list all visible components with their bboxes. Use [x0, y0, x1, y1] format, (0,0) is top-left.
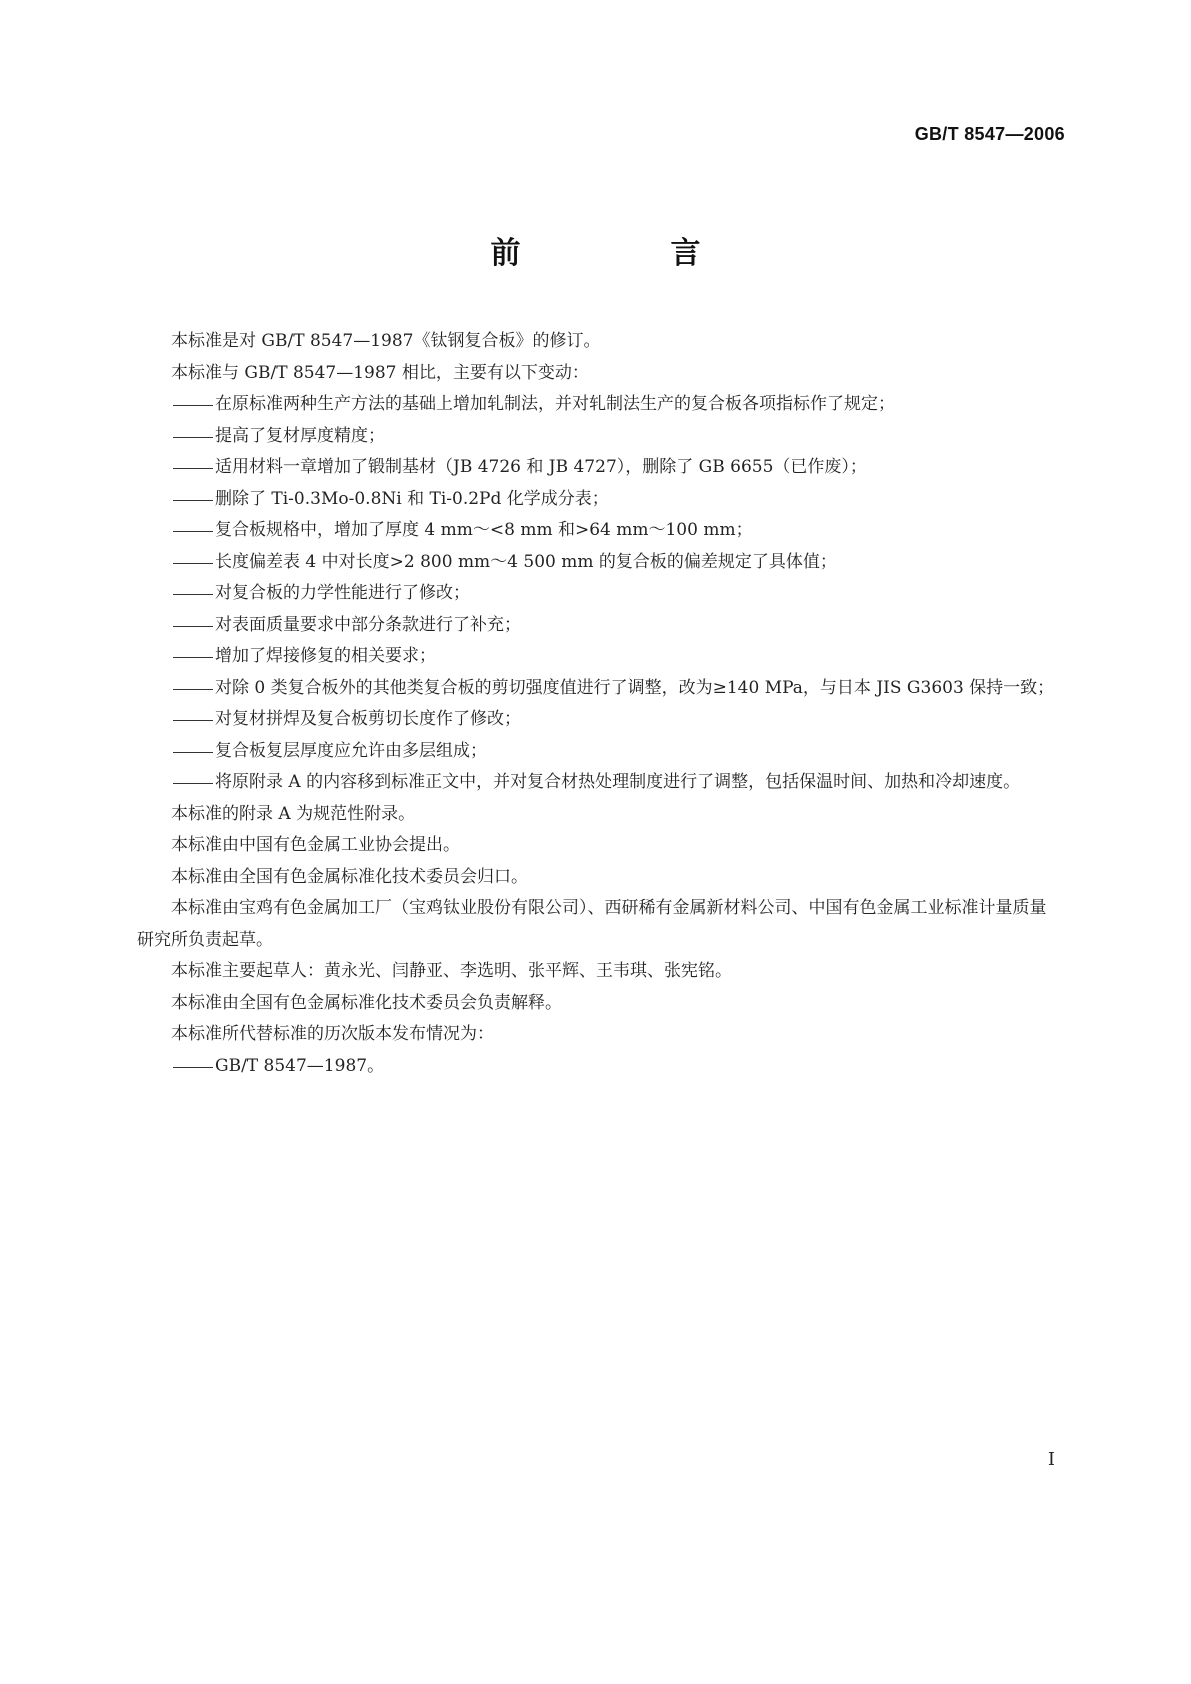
list-item — [137, 641, 1060, 673]
changes-list — [137, 389, 1060, 799]
page-number: I — [1047, 1449, 1055, 1470]
list-item — [137, 767, 1060, 799]
list-item — [137, 484, 1060, 516]
list-item-text: 对表面质量要求中部分条款进行了补充； — [215, 614, 521, 635]
list-item — [137, 736, 1060, 768]
list-item — [137, 704, 1060, 736]
list-item — [137, 673, 1060, 705]
standard-code: GB/T 8547—2006 — [914, 124, 1065, 144]
paragraph: 本标准是对 GB/T 8547—1987《钛钢复合板》的修订。 — [171, 331, 601, 351]
paragraph: 本标准由中国有色金属工业协会提出。 — [171, 835, 460, 855]
foreword-body — [137, 326, 1060, 1082]
paragraph: 本标准的附录 A 为规范性附录。 — [171, 803, 416, 824]
list-item-text: GB/T 8547—1987。 — [215, 1055, 385, 1076]
list-item — [137, 1051, 1060, 1083]
list-item-text: 提高了复材厚度精度； — [215, 425, 385, 446]
paragraph: 本标准所代替标准的历次版本发布情况为： — [171, 1024, 494, 1044]
list-item-text: 对除 0 类复合板外的其他类复合板的剪切强度值进行了调整，改为≥140 MPa，与日本 JIS G3603 保持一致； — [215, 677, 1055, 698]
list-item-text: 将原附录 A 的内容移到标准正文中，并对复合材热处理制度进行了调整，包括保温时间、加热和冷却速度。 — [215, 772, 1021, 792]
list-item-text: 长度偏差表 4 中对长度>2 800 mm～4 500 mm 的复合板的偏差规定了具体值； — [215, 551, 837, 572]
paragraph: 本标准由宝鸡有色金属加工厂（宝鸡钛业股份有限公司）、西研稀有金属新材料公司、中国有色金属工业标准计量质量研究所负责起草。 — [137, 898, 1047, 950]
list-item-text: 对复材拼焊及复合板剪切长度作了修改； — [215, 709, 521, 729]
paragraph: 本标准由全国有色金属标准化技术委员会负责解释。 — [171, 992, 562, 1013]
list-item — [137, 389, 1060, 421]
list-item-text: 删除了 Ti-0.3Mo-0.8Ni 和 Ti-0.2Pd 化学成分表； — [215, 488, 609, 509]
list-item — [137, 578, 1060, 610]
list-item — [137, 421, 1060, 453]
list-item-text: 对复合板的力学性能进行了修改； — [215, 583, 470, 603]
list-item — [137, 452, 1060, 484]
list-item-text: 复合板规格中，增加了厚度 4 mm～<8 mm 和>64 mm～100 mm； — [215, 520, 753, 540]
list-item-text: 适用材料一章增加了锻制基材（JB 4726 和 JB 4727），删除了 GB 6655（已作废）； — [215, 457, 867, 477]
list-item-text: 复合板复层厚度应允许由多层组成； — [215, 740, 487, 761]
list-item — [137, 610, 1060, 642]
page-title: 前 言 — [490, 236, 761, 271]
list-item-text: 在原标准两种生产方法的基础上增加轧制法，并对轧制法生产的复合板各项指标作了规定； — [215, 394, 895, 414]
list-item — [137, 547, 1060, 579]
list-item-text: 增加了焊接修复的相关要求； — [215, 646, 436, 666]
paragraph: 本标准与 GB/T 8547—1987 相比，主要有以下变动： — [171, 362, 589, 383]
paragraph: 本标准主要起草人：黄永光、闫静亚、李选明、张平辉、王韦琪、张宪铭。 — [171, 961, 732, 981]
list-item — [137, 515, 1060, 547]
paragraph: 本标准由全国有色金属标准化技术委员会归口。 — [171, 866, 528, 887]
